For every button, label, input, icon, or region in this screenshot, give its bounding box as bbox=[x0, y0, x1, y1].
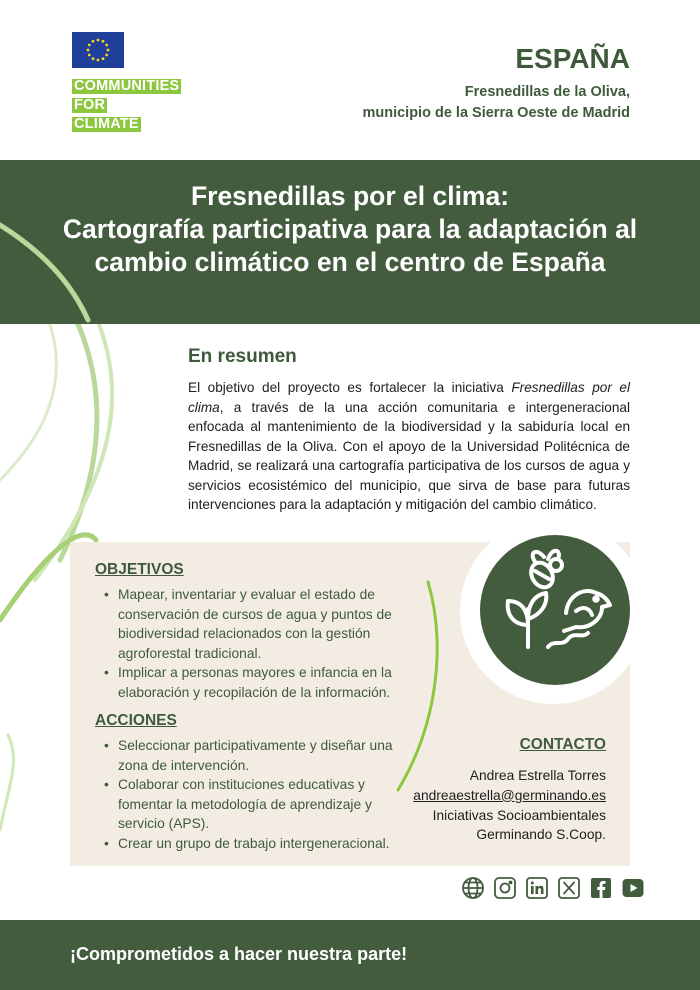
summary-heading: En resumen bbox=[188, 346, 297, 367]
bullet: • bbox=[104, 738, 109, 753]
action-text: Seleccionar participativamente y diseñar una zona de intervención. bbox=[118, 738, 393, 773]
youtube-icon[interactable] bbox=[620, 875, 646, 901]
objectives-list bbox=[98, 585, 408, 703]
logo-line: CLIMATE bbox=[74, 116, 139, 132]
social-links bbox=[460, 875, 646, 901]
actions-heading: ACCIONES bbox=[95, 712, 177, 729]
objective-text: Implicar a personas mayores e infancia en la elaboración y recopilación de la información. bbox=[118, 665, 392, 700]
instagram-icon[interactable] bbox=[492, 875, 518, 901]
title-line: Cartografía participativa para la adaptación al bbox=[62, 214, 638, 244]
location-line: Fresnedillas de la Oliva, bbox=[464, 84, 630, 100]
globe-icon[interactable] bbox=[460, 875, 486, 901]
contact-name: Andrea Estrella Torres bbox=[469, 768, 606, 783]
objective-text: Mapear, inventariar y evaluar el estado de conservación de cursos de agua y puntos de biodiversidad relacionados con la gestión agroforestal tradicional. bbox=[118, 587, 392, 661]
x-icon[interactable] bbox=[556, 875, 582, 901]
eu-stars-icon bbox=[72, 32, 124, 68]
objectives-heading: OBJETIVOS bbox=[95, 561, 184, 578]
list-item bbox=[98, 736, 410, 775]
contact-organization: Germinando S.Coop. bbox=[476, 827, 606, 843]
facebook-icon[interactable] bbox=[588, 875, 614, 901]
list-item bbox=[98, 775, 410, 834]
logo-line: FOR bbox=[74, 97, 106, 113]
linkedin-icon[interactable] bbox=[524, 875, 550, 901]
bullet: • bbox=[104, 587, 109, 602]
bullet: • bbox=[104, 835, 109, 851]
summary-initiative-name: Fresnedillas por el clima bbox=[188, 380, 630, 415]
summary-paragraph bbox=[188, 378, 630, 515]
contact-heading: CONTACTO bbox=[519, 736, 606, 753]
logo-line: COMMUNITIES bbox=[74, 78, 180, 94]
contact-block bbox=[413, 766, 606, 845]
location-line: municipio de la Sierra Oeste de Madrid bbox=[362, 105, 630, 121]
summary-text: El objetivo del proyecto es fortalecer la iniciativa bbox=[188, 380, 512, 395]
list-item bbox=[98, 834, 410, 854]
list-item bbox=[98, 663, 408, 702]
action-text: Crear un grupo de trabajo intergeneracional. bbox=[118, 835, 390, 851]
title-line: Fresnedillas por el clima: bbox=[190, 181, 510, 211]
bullet: • bbox=[104, 665, 109, 681]
location-text bbox=[362, 82, 630, 124]
summary-text: , a través de la una acción comunitaria e intergeneracional enfocada al mantenimiento de la biodiversidad y la sabiduría local en Fresnedillas de la Oliva. Con el apoyo de la Universidad Politécnica de Madrid, se realizará una cartografía participativa de los cursos de agua y servicios ecosistémico del municipio, que sirva de base para futuras intervenciones para la adaptación y mitigación del cambio climático. bbox=[188, 399, 630, 512]
communities-for-climate-logo bbox=[72, 77, 188, 134]
title-line: cambio climático en el centro de España bbox=[94, 247, 606, 277]
actions-list bbox=[98, 736, 410, 854]
biodiversity-icon bbox=[480, 535, 630, 685]
contact-organization: Iniciativas Socioambientales bbox=[432, 807, 606, 823]
bullet: • bbox=[104, 777, 109, 793]
footer-slogan: ¡Comprometidos a hacer nuestra parte! bbox=[70, 944, 408, 964]
biodiversity-emblem bbox=[480, 535, 630, 685]
eu-flag-logo bbox=[72, 32, 124, 68]
country-heading: ESPAÑA bbox=[515, 43, 630, 74]
list-item bbox=[98, 585, 408, 663]
page-title bbox=[0, 180, 700, 279]
action-text: Colaborar con instituciones educativas y fomentar la metodología de aprendizaje y servicio (APS). bbox=[118, 777, 372, 832]
contact-email-link[interactable]: andreaestrella@germinando.es bbox=[413, 787, 606, 803]
